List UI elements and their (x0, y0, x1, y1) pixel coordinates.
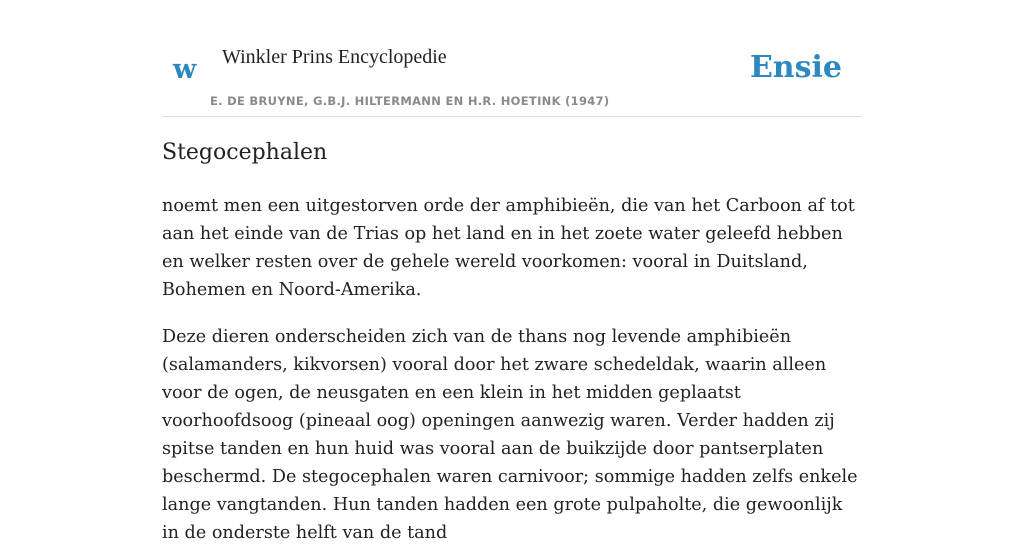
ensie-brand-logo[interactable]: Ensie (749, 50, 842, 85)
article-paragraph-2: Deze dieren onderscheiden zich van de thans nog levende amphibieën (salamanders, kikvorsen) vooral door het zware schedeldak, waarin alleen voor de ogen, de neusgaten en een klein in het midden geplaatst voorhoofdsoog (pineaal oog) openingen aanwezig waren. Verder hadden zij spitse tanden en hun huid was vooral aan de buikzijde door pantserplaten beschermd. De stegocephalen waren carnivoor; sommige hadden zelfs enkele lange vangtanden. Hun tanden hadden een grote pulpaholte, die gewoonlijk in de onderste helft van de tand (162, 327, 858, 543)
winkler-prins-logo[interactable]: w (173, 54, 197, 85)
article-paragraph-1: noemt men een uitgestorven orde der amphibieën, die van het Carboon af tot aan het einde van de Trias op het land en in het zoete water geleefd hebben en welker resten over de gehele wereld voorkomen: vooral in Duitsland, Bohemen en Noord-Amerika. (162, 196, 855, 300)
encyclopedia-title[interactable]: Winkler Prins Encyclopedie (222, 46, 447, 68)
authors-line: E. DE BRUYNE, G.B.J. HILTERMANN EN H.R. HOETINK (1947) (210, 94, 610, 108)
article-title: Stegocephalen (162, 140, 328, 165)
header (162, 40, 862, 117)
